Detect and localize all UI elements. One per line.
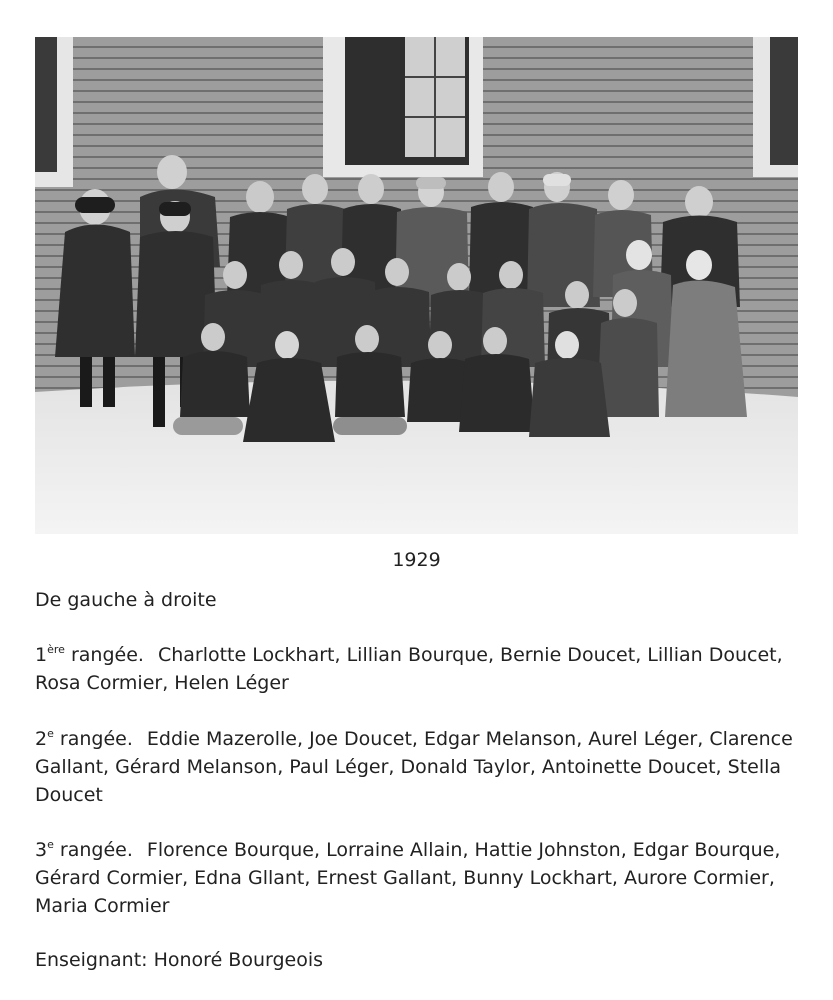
row-3-label: 3e rangée.	[35, 838, 133, 861]
row-2-names: Eddie Mazerolle, Joe Doucet, Edgar Melanson, Aurel Léger, Clarence Gallant, Gérard Melanson, Paul Léger, Donald Taylor, Antoinette Doucet, Stella Doucet	[35, 728, 793, 806]
row-1-names: Charlotte Lockhart, Lillian Bourque, Bernie Doucet, Lillian Doucet, Rosa Cormier, Helen Léger	[35, 644, 783, 694]
row-2-caption	[35, 725, 801, 809]
row-3-caption	[35, 836, 801, 920]
row-2-label: 2e rangée.	[35, 727, 133, 750]
teacher-caption: Enseignant: Honoré Bourgeois	[35, 949, 324, 971]
class-photo-image	[35, 37, 798, 534]
row-3-names: Florence Bourque, Lorraine Allain, Hattie Johnston, Edgar Bourque, Gérard Cormier, Edna Gllant, Ernest Gallant, Bunny Lockhart, Aurore Cormier, Maria Cormier	[35, 839, 781, 917]
row-1-caption	[35, 641, 801, 697]
photo-year: 1929	[392, 549, 441, 571]
row-1-label: 1ère rangée.	[35, 643, 144, 666]
class-photo	[35, 37, 798, 534]
caption-intro: De gauche à droite	[35, 589, 217, 611]
